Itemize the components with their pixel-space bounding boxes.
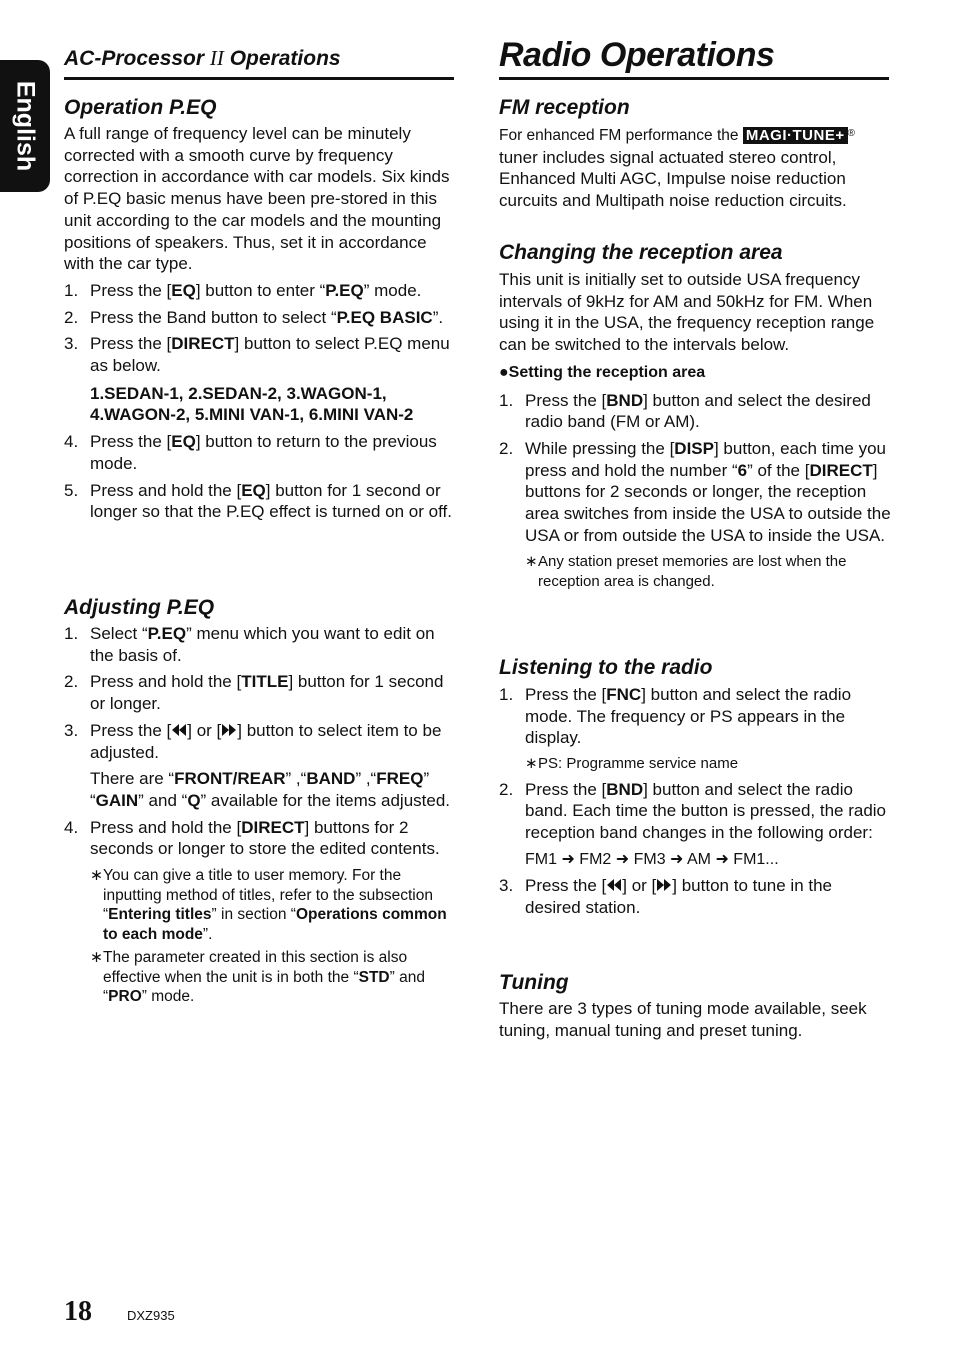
- fast-forward-icon: [656, 878, 672, 892]
- list-item: 5. Press and hold the [EQ] button for 1 second or longer so that the P.EQ effect is turned on or off.: [64, 480, 452, 522]
- list-item: 4. Press and hold the [DIRECT] buttons for 2 seconds or longer to store the edited contents. ∗ You can give a title to user memory. For the inputting method of titles, refer to the subsection “Entering titles” in section “Operations common to each mode”. ∗ The parameter created in this section is also effective when the unit is in both the “STD” and “PRO” mode.: [64, 817, 456, 1007]
- language-tab-label: English: [11, 80, 40, 172]
- operation-peq-body: [64, 123, 456, 528]
- fm-reception-body: For enhanced FM performance the MAGI·TUNE+ ® tuner includes signal actuated stereo control, Enhanced Multi AGC, Impulse noise reduction curcuits and Multipath noise reduction circuits.: [499, 127, 855, 211]
- note: ∗ Any station preset memories are lost when the reception area is changed.: [525, 553, 847, 590]
- list-item: 1. Press the [FNC] button and select the radio mode. The frequency or PS appears in the display. ∗ PS: Programme service name: [499, 684, 891, 774]
- list-item: 3. Press the [ ] or [ ] button to tune in the desired station.: [499, 876, 833, 918]
- band-order: FM1 ➜ FM2 ➜ FM3 ➜ AM ➜ FM1...: [525, 850, 779, 868]
- fast-forward-icon: [221, 723, 237, 737]
- title-rule: [499, 77, 889, 80]
- adjustable-items: There are “FRONT/REAR” ,“BAND” ,“FREQ” “GAIN” and “Q” available for the items adjusted.: [90, 769, 451, 810]
- reception-area-title: Changing the reception area: [499, 241, 783, 264]
- setting-bullet: ●Setting the reception area: [499, 363, 706, 381]
- list-item: 4. Press the [EQ] button to return to the previous mode.: [64, 432, 437, 473]
- list-item: 1. Press the [BND] button and select the desired radio band (FM or AM).: [499, 390, 871, 432]
- header-rule: [64, 77, 454, 80]
- magi-tune-logo: MAGI·TUNE+: [743, 127, 848, 144]
- list-item: 2. Press and hold the [TITLE] button for 1 second or longer.: [64, 672, 444, 714]
- tuning-title: Tuning: [499, 971, 569, 994]
- operation-peq-title: Operation P.EQ: [64, 96, 217, 119]
- list-item: 1. Press the [EQ] button to enter “P.EQ” mode.: [64, 280, 422, 300]
- operation-peq-intro: A full range of frequency level can be minutely corrected with a smooth curve by frequency correction in accordance with car models. Six kinds of P.EQ basic menus have been pre-stored in this unit according to the car models and the mounting positions of speakers. Thus, set it in accordance with the car type.: [64, 124, 450, 274]
- listening-body: [499, 684, 891, 924]
- adjusting-peq-title: Adjusting P.EQ: [64, 596, 215, 619]
- list-item: 1. Select “P.EQ” menu which you want to edit on the basis of.: [64, 624, 435, 665]
- reception-area-body: This unit is initially set to outside USA frequency intervals of 9kHz for AM and 50kHz for FM. When using it in the USA, the frequency reception range can be switched to the intervals below. ●Setting the reception area 1. Press the [BND] button and select the desired radio band (FM or AM). 2. While pressing the [DISP] button, each time you press and hold the number “6” of the [DIRECT] buttons for 2 seconds or longer, the reception area switches from inside the USA to outside the USA or from outside the USA to inside the USA. ∗ Any station preset memories are lost when the reception area is changed.: [499, 270, 891, 590]
- listening-title: Listening to the radio: [499, 656, 713, 679]
- note: ∗ You can give a title to user memory. For the inputting method of titles, refer to the subsection “Entering titles” in section “Operations common to each mode”.: [90, 867, 447, 943]
- adjusting-peq-body: [64, 623, 456, 1012]
- note: ∗ The parameter created in this section is also effective when the unit is in both the “STD” and “PRO” mode.: [90, 949, 425, 1006]
- list-item: 2. Press the [BND] button and select the radio band. Each time the button is pressed, the radio reception band changes in the following order: FM1 ➜ FM2 ➜ FM3 ➜ AM ➜ FM1...: [499, 779, 891, 871]
- note: ∗ PS: Programme service name: [525, 755, 739, 773]
- list-item: 3. Press the [ ] or [ ] button to select item to be adjusted. There are “FRONT/REAR” ,“BAND” ,“FREQ” “GAIN” and “Q” available for the items adjusted.: [64, 720, 456, 812]
- language-tab: [0, 60, 50, 192]
- fm-reception-title: FM reception: [499, 96, 630, 119]
- model-number: DXZ935: [127, 1308, 175, 1323]
- peq-menu-list: 1.SEDAN-1, 2.SEDAN-2, 3.WAGON-1, 4.WAGON-2, 5.MINI VAN-1, 6.MINI VAN-2: [90, 383, 414, 425]
- list-item: 2. While pressing the [DISP] button, each time you press and hold the number “6” of the [DIRECT] buttons for 2 seconds or longer, the reception area switches from inside the USA to outside the USA or from outside the USA to inside the USA. ∗ Any station preset memories are lost when the reception area is changed.: [499, 438, 891, 590]
- section-header: AC-Processor II Operations: [64, 46, 341, 70]
- list-item: 3. Press the [DIRECT] button to select P.EQ menu as below. 1.SEDAN-1, 2.SEDAN-2, 3.WAGON-1, 4.WAGON-2, 5.MINI VAN-1, 6.MINI VAN-2: [64, 333, 456, 426]
- list-item: 2. Press the Band button to select “P.EQ BASIC”.: [64, 307, 444, 327]
- rewind-icon: [606, 878, 622, 892]
- rewind-icon: [171, 723, 187, 737]
- page-number: 18: [64, 1296, 92, 1327]
- page-title: Radio Operations: [499, 36, 775, 74]
- tuning-body: There are 3 types of tuning mode available, seek tuning, manual tuning and preset tuning.: [499, 999, 867, 1040]
